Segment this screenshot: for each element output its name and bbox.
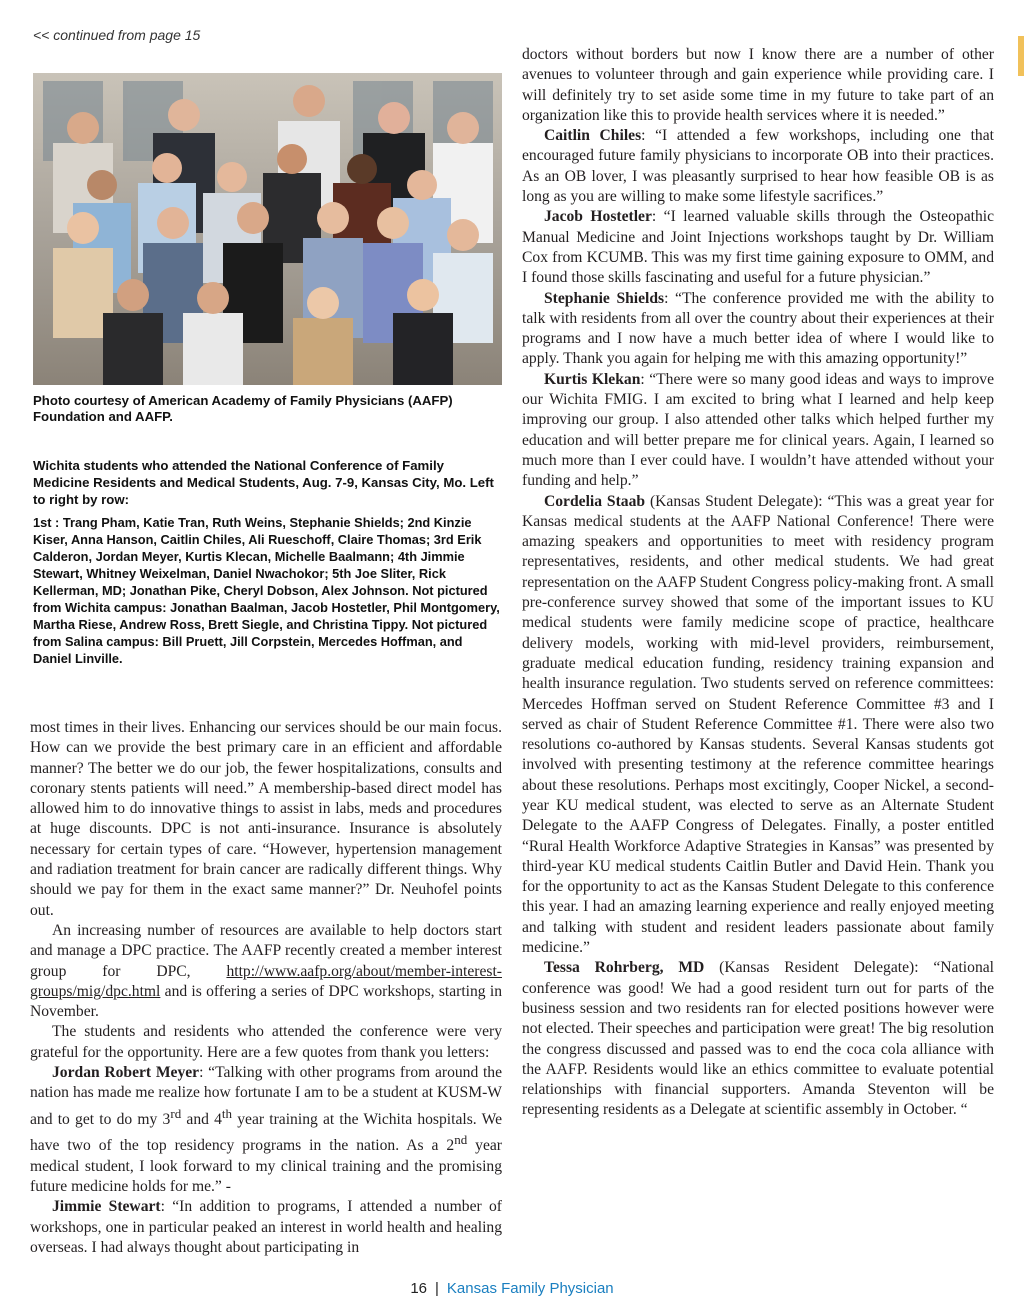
- continued-from-note: << continued from page 15: [33, 27, 201, 43]
- quote-paragraph: [522, 126, 994, 207]
- ordinal-suffix: nd: [454, 1132, 468, 1148]
- group-photo: [33, 73, 502, 385]
- quote-text: : “Talking with other programs from around the nation has made me realize how fortunate I am to be a student at KUSM-W and to get to do my 3: [30, 1064, 503, 1128]
- quote-paragraph: [522, 492, 994, 959]
- dpc-link[interactable]: http://www.aafp.org/about/member-interest-groups/mig/dpc.html: [30, 962, 502, 1000]
- speaker-name: Cordelia Staab: [544, 492, 646, 510]
- quote-text: (Kansas Resident Delegate): “National conference was good! We had a good resident turn out for parts of the business session and two residents ran for elected positions however were not elected. Their speeches and participation were great! The big resolution the congress discussed and passed was to end the coca cola alliance with the AAFP. Residents would like an ethics committee to evaluate potential relationships with financial supporters. Amanda Steventon will be representing residents as a Delegate at scientific assembly in October. “: [522, 959, 994, 1119]
- left-column: [30, 718, 502, 1258]
- article-paragraph-resources: [30, 921, 502, 1022]
- speaker-name: Tessa Rohrberg, MD: [544, 959, 705, 977]
- ordinal-suffix: th: [221, 1105, 233, 1121]
- quote-paragraph: [522, 958, 994, 1120]
- quote-text: year training at the Wichita hospitals. We have two of the top residency programs in the nation. As a 2: [30, 1110, 502, 1155]
- speaker-name: Kurtis Klekan: [544, 370, 641, 388]
- ordinal-suffix: rd: [170, 1105, 182, 1121]
- group-photo-image: [33, 73, 502, 385]
- quote-text: : “In addition to programs, I attended a number of workshops, one in particular peaked an interest in world health and healing overseas. I had always thought about participating in: [30, 1198, 502, 1256]
- caption-heading: Wichita students who attended the National Conference of Family Medicine Residents and Medical Students, Aug. 7-9, Kansas City, Mo. Left to right by row:: [33, 458, 494, 507]
- speaker-name: Jordan Robert Meyer: [52, 1064, 200, 1082]
- quote-text: : “There were so many good ideas and ways to improve our Wichita FMIG. I am excited to bring what I learned and help keep improving our group. I also attended other talks which helped further my education and will better prepare me for clinical years. Again, I learned so much more than I ever could have. I wouldn’t have attended without your funding and help.”: [522, 370, 994, 490]
- quote-paragraph: [522, 207, 994, 288]
- article-paragraph: The students and residents who attended the conference were very grateful for the opportunity. Here are a few quotes from thank you letters:: [30, 1023, 502, 1061]
- speaker-name: Caitlin Chiles: [544, 127, 642, 145]
- article-paragraph: doctors without borders but now I know there are a number of other avenues to volunteer through and gain experience while providing care. I will definitely try to set aside some time in my future to take part of an organization like this to provide health services where it is needed.”: [522, 46, 994, 124]
- speaker-name: Jimmie Stewart: [52, 1198, 161, 1216]
- magazine-name: Kansas Family Physician: [446, 1280, 614, 1297]
- quote-text: (Kansas Student Delegate): “This was a great year for Kansas medical students at the AAFP National Conference! There were amazing speakers and opportunities to meet with residency program representatives, residents, and other medical students. We had great representation on the AAFP Student Congress policy-making front. A small pre-conference survey showed that some of the important issues to KU medical students were family medicine scope of practice, healthcare delivery models, working with mid-level providers, reimbursement, graduate medical education funding, residency training expansion and health insurance regulation. Two students served on reference committees: Mercedes Hoffman served on Student Reference Committee #3 and I served as chair of Student Reference Committee #1. There were also two resolutions co-authored by Kansas students. Several Kansas students got involved with presenting testimony at the reference committee hearings about these resolutions. Perhaps most excitingly, Cooper Nickel, a second-year KU medical student, was elected to serve as an Alternate Student Delegate to the AAFP Congress of Delegates. Finally, a poster entitled “Rural Health Workforce Adaptive Strategies in Kansas” was presented by third-year KU medical students Caitlin Butler and David Hein. Thank you for the opportunity to act as the Kansas Student Delegate to this conference this year. I had an amazing learning experience and really enjoyed meeting and talking with student and resident leaders passionate about family medicine.”: [522, 492, 994, 957]
- photo-credit: Photo courtesy of American Academy of Family Physicians (AAFP) Foundation and AAFP.: [33, 393, 453, 424]
- quote-text: : “The conference provided me with the ability to talk with residents from all over the country about their experiences at their programs and I now have a much better idea of where I would like to apply. Thank you again for helping me with this amazing opportunity!”: [522, 289, 994, 368]
- caption-names: 1st : Trang Pham, Katie Tran, Ruth Weins, Stephanie Shields; 2nd Kinzie Kiser, Anna Hanson, Caitlin Chiles, Ali Rueschoff, Claire Thomas; 3rd Erik Calderon, Jordan Meyer, Kurtis Klecan, Michelle Baalmann; 4th Jimmie Stewart, Whitney Weixelman, Daniel Nwachokor; 5th Joe Sliter, Rick Kellerman, MD; Jonathan Pike, Cheryl Dobson, Alex Johnson. Not pictured from Wichita campus: Jonathan Baalman, Jacob Hostetler, Phil Montgomery, Martha Riese, Andrew Ross, Brett Siegle, and Christina Tippy. Not pictured from Salina campus: Bill Pruett, Jill Corpstein, Mercedes Hoffman, and Daniel Linville.: [33, 515, 500, 666]
- quote-text: : “I learned valuable skills through the Osteopathic Manual Medicine and Joint Injections workshops taught by Dr. William Cox from KCUMB. This was my first time gaining exposure to OMM, and I found those skills fascinating and useful for a future physician.”: [522, 208, 994, 287]
- footer-separator: |: [435, 1280, 439, 1297]
- quote-paragraph: [522, 370, 994, 492]
- paragraph-text: An increasing number of resources are available to help doctors start and manage a DPC practice. The AAFP recently created a member interest group for DPC,: [30, 921, 502, 980]
- quote-text: year medical student, I look forward to my clinical training and the promising future medicine holds for me.” -: [30, 1137, 502, 1195]
- photo-caption: [33, 457, 502, 667]
- speaker-name: Jacob Hostetler: [544, 208, 652, 226]
- paragraph-text: and is offering a series of DPC workshops, starting in November.: [30, 982, 502, 1021]
- page-footer: [0, 1280, 1024, 1297]
- quote-text: and 4: [181, 1110, 222, 1128]
- page-number: 16: [410, 1280, 428, 1297]
- quote-paragraph: [522, 289, 994, 370]
- right-column: [522, 45, 994, 1121]
- quote-text: : “I attended a few workshops, including one that encouraged future family physicians to incorporate OB into their practices. As an OB lover, I was pleasantly surprised to hear how feasible OB is as long as you are willing to make some lifestyle sacrifices.”: [522, 127, 994, 206]
- quote-paragraph: [30, 1063, 502, 1197]
- quote-paragraph: [30, 1197, 502, 1258]
- article-paragraph: most times in their lives. Enhancing our services should be our main focus. How can we provide the best primary care in an efficient and affordable manner? The better we do our job, the fewer hospitalizations, consults and coronary stents patients will need.” A membership-based direct model has allowed him to do innovative things to assist in labs, meds and procedures at huge discounts. DPC is not anti-insurance. Insurance is absolutely necessary for certain types of care. “However, hypertension management and radiation treatment for brain cancer are radically different things. Why should we pay for them in the exact same manner?” Dr. Neuhofel points out.: [30, 719, 502, 919]
- page-edge-tab: [1018, 36, 1024, 76]
- speaker-name: Stephanie Shields: [544, 289, 665, 307]
